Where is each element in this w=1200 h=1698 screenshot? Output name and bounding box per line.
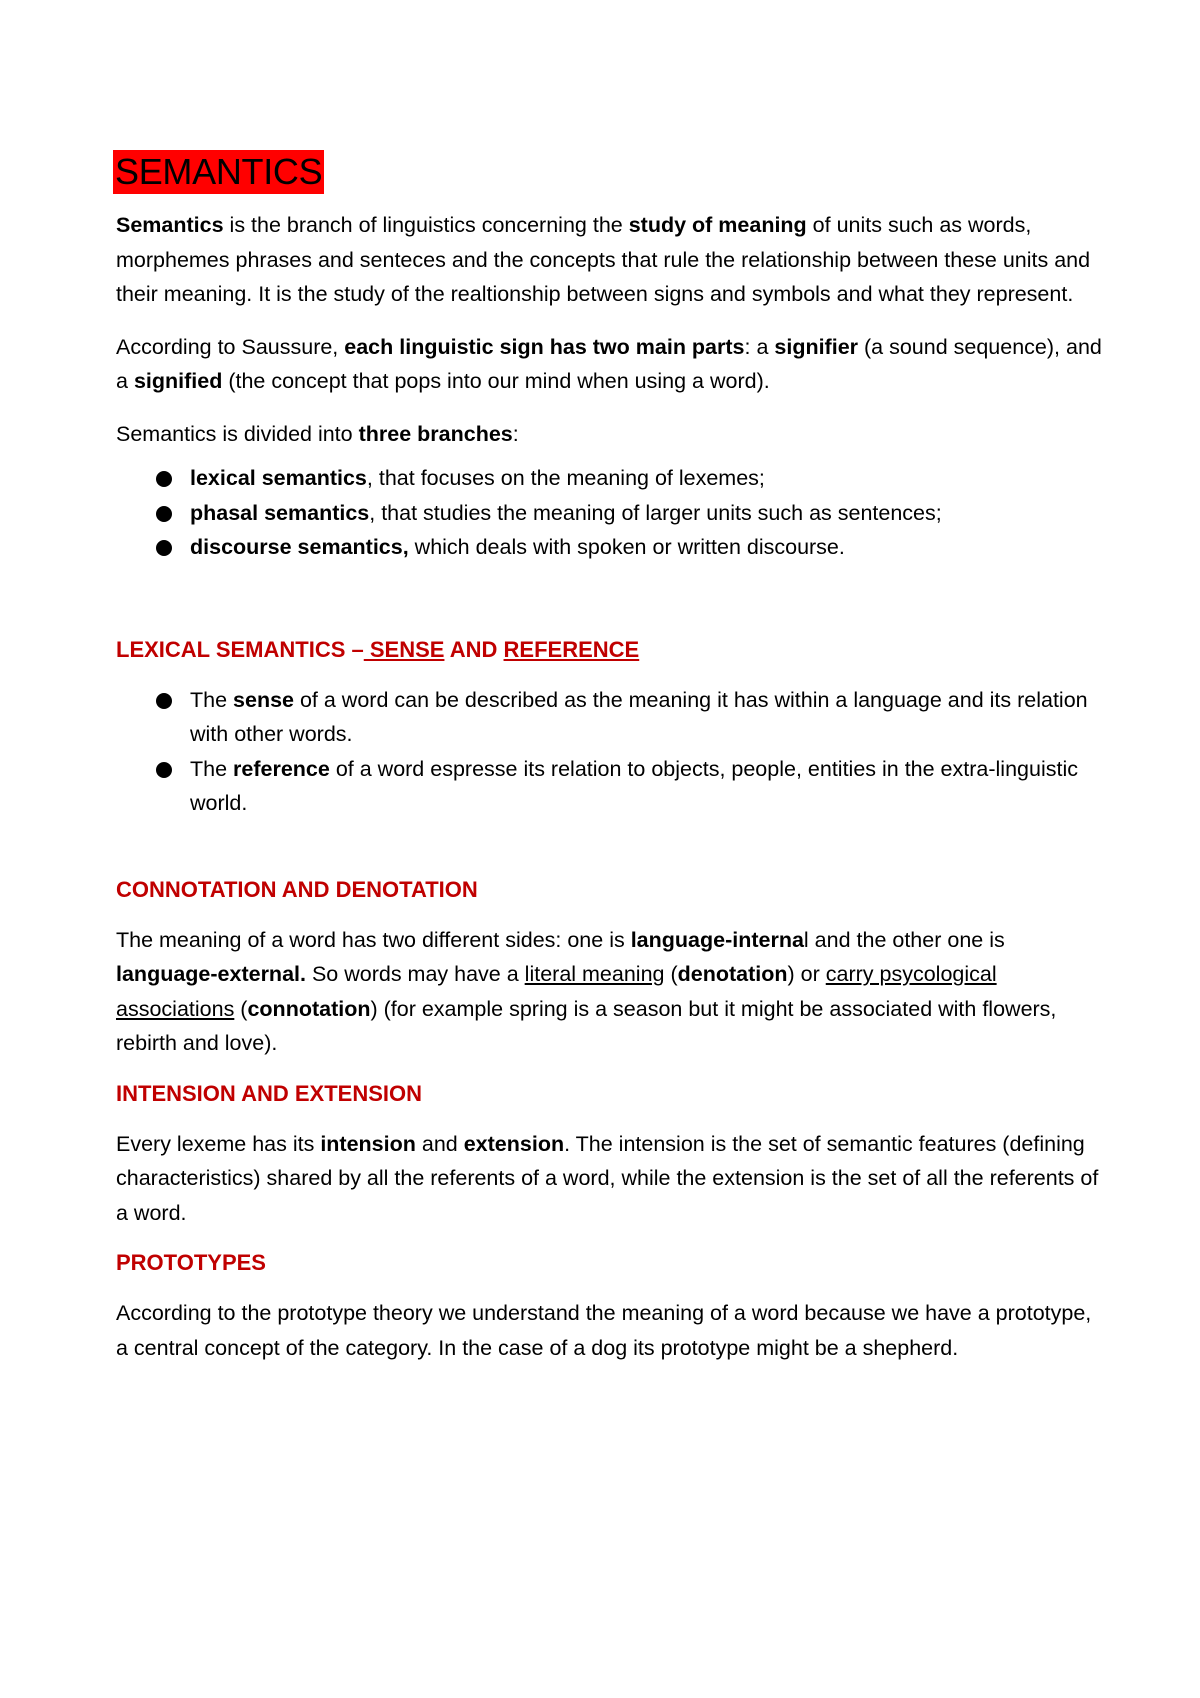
bullet-icon — [156, 540, 172, 556]
bullet-icon — [156, 693, 172, 709]
heading-prototypes: PROTOTYPES — [116, 1250, 266, 1275]
document-content — [116, 150, 1106, 1383]
bullet-icon — [156, 471, 172, 487]
branches-list — [116, 461, 1106, 565]
prototypes-paragraph: According to the prototype theory we understand the meaning of a word because we have a prototype, a central concept of the category. In the case of a dog its prototype might be a shepherd. — [116, 1301, 1092, 1360]
heading-intension: INTENSION AND EXTENSION — [116, 1080, 422, 1106]
heading-lexical-semantics: LEXICAL SEMANTICS – SENSE AND REFERENCE — [116, 636, 640, 662]
list-item: phasal semantics, that studies the meaning of larger units such as sentences; — [116, 496, 1106, 531]
list-item: The sense of a word can be described as the meaning it has within a language and its relation with other words. — [116, 683, 1106, 752]
intension-paragraph: Every lexeme has its intension and extension. The intension is the set of semantic features (defining characteristics) shared by all the referents of a word, while the extension is the set of all the referents of a word. — [116, 1131, 1099, 1225]
bullet-icon — [156, 762, 172, 778]
list-item: The reference of a word espresse its relation to objects, people, entities in the extra-linguistic world. — [116, 752, 1106, 821]
page-title: SEMANTICS — [115, 151, 323, 192]
list-item: lexical semantics, that focuses on the meaning of lexemes; — [116, 461, 1106, 496]
heading-connotation: CONNOTATION AND DENOTATION — [116, 876, 478, 902]
branches-intro: Semantics is divided into three branches: — [116, 421, 519, 446]
saussure-paragraph: According to Saussure, each linguistic sign has two main parts: a signifier (a sound sequence), and a signified (the concept that pops into our mind when using a word). — [116, 334, 1102, 393]
intro-paragraph: Semantics is the branch of linguistics concerning the study of meaning of units such as words, morphemes phrases and senteces and the concepts that rule the relationship between these units and their meaning. It is the study of the realtionship between signs and symbols and what they represent. — [116, 213, 1091, 306]
list-item: discourse semantics, which deals with spoken or written discourse. — [116, 530, 1106, 565]
bullet-icon — [156, 506, 172, 522]
connotation-paragraph: The meaning of a word has two different sides: one is language-internal and the other one is language-external. So words may have a literal meaning (denotation) or carry psycological associations (connotation) (for example spring is a season but it might be associated with flowers, rebirth and love). — [116, 927, 1057, 1055]
lexical-list — [116, 683, 1106, 821]
